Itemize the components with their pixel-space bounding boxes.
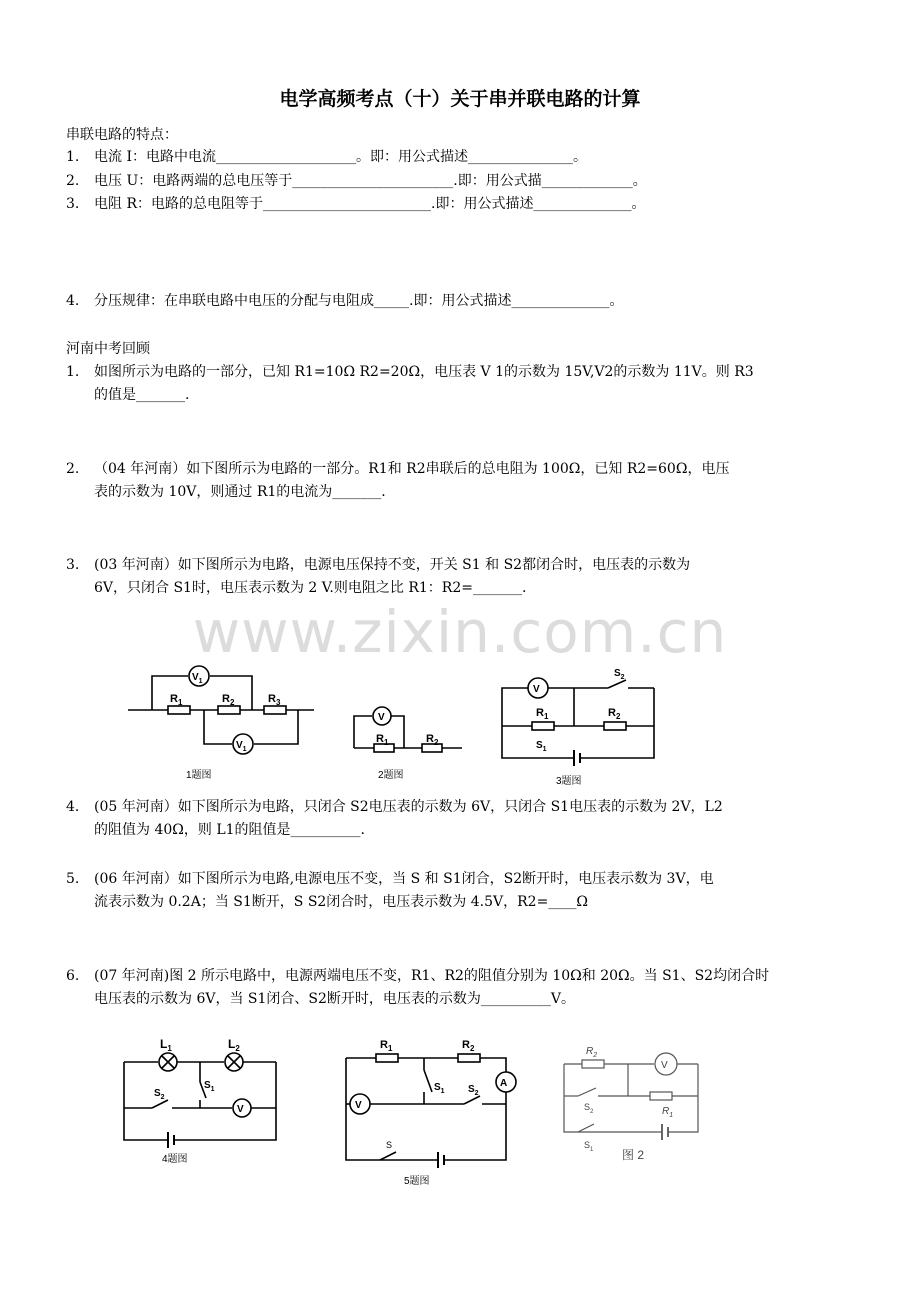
svg-text:R1: $R_1$ [662, 1106, 674, 1119]
question-4-number: 4. [66, 799, 80, 815]
question-1-line-1: 如图所示为电路的一部分，已知 R1=10Ω R2=20Ω，电压表 V 1的示数为 15V,V2的示数为 11V。则 R3 [94, 364, 754, 380]
figure-5-caption: 5题图 [404, 1176, 430, 1187]
feature-2-number: 2. [66, 173, 80, 189]
question-1-number: 1. [66, 364, 80, 380]
svg-text:V: V [237, 1104, 244, 1115]
question-5-number: 5. [66, 871, 80, 887]
question-3-number: 3. [66, 557, 80, 573]
feature-1-number: 1. [66, 149, 80, 165]
figure-2-circuit [346, 704, 466, 764]
svg-text:V1: $V_1$ [192, 672, 203, 685]
svg-text:L1: $L_1$ [160, 1037, 172, 1053]
svg-text:S1: $S_1$ [584, 1140, 594, 1153]
svg-text:R2: $R_2$ [608, 707, 621, 721]
figure-1-caption: 1题图 [186, 770, 212, 781]
question-6-number: 6. [66, 968, 80, 984]
question-5 [0, 868, 920, 914]
series-heading: 串联电路的特点： [66, 127, 178, 143]
question-6-line-2: 电压表的示数为 6V，当 S1闭合、S2断开时，电压表的示数为__________V。 [94, 991, 576, 1007]
svg-text:R1: $R_1$ [170, 693, 183, 707]
svg-text:S2: $S_2$ [154, 1088, 165, 1101]
feature-1-text: 电流 I：电路中电流____________________。即：用公式描述_______________。 [94, 149, 587, 165]
svg-text:R3: $R_3$ [268, 693, 281, 707]
svg-text:R2: $R_2$ [586, 1046, 598, 1059]
svg-text:S1: $S_1$ [434, 1082, 445, 1095]
svg-text:S2: $S_2$ [584, 1102, 594, 1115]
question-4-line-1: (05 年河南）如下图所示为电路，只闭合 S2电压表的示数为 6V，只闭合 S1电压表的示数为 2V，L2 [94, 799, 723, 815]
svg-text:R2: $R_2$ [222, 693, 235, 707]
question-6 [0, 965, 920, 1011]
question-2-line-1: （04 年河南）如下图所示为电路的一部分。R1和 R2串联后的总电阻为 100Ω，已知 R2=60Ω，电压 [94, 461, 730, 477]
question-3 [0, 554, 920, 600]
feature-4-text: 分压规律：在串联电路中电压的分配与电阻成_____.即：用公式描述______________。 [94, 293, 624, 309]
figure-3-circuit [496, 664, 662, 764]
figure-2-caption: 2题图 [378, 770, 404, 781]
watermark: www.zixin.com.cn [192, 598, 728, 666]
svg-text:V: V [355, 1100, 362, 1111]
svg-text:S1: $S_1$ [204, 1080, 215, 1093]
feature-3 [0, 193, 920, 215]
figure-5-circuit [340, 1036, 522, 1166]
figure-6-caption: 图 2 [622, 1148, 645, 1162]
figure-6-circuit [558, 1040, 708, 1152]
svg-text:V1: $V_1$ [236, 740, 247, 753]
svg-text:R1: $R_1$ [380, 1039, 393, 1053]
figure-3-caption: 3题图 [556, 776, 582, 787]
question-2-line-2: 表的示数为 10V，则通过 R1的电流为_______. [94, 484, 386, 500]
question-1-line-2: 的值是_______. [94, 387, 190, 403]
figure-4-circuit [116, 1036, 286, 1148]
question-3-line-2: 6V，只闭合 S1时，电压表示数为 2 V.则电阻之比 R1：R2=_______. [94, 580, 527, 596]
question-2-number: 2. [66, 461, 80, 477]
svg-text:V: V [533, 684, 540, 695]
svg-text:S: S [386, 1140, 393, 1150]
review-heading: 河南中考回顾 [66, 341, 150, 357]
svg-text:V: V [378, 712, 385, 723]
feature-3-text: 电阻 R：电路的总电阻等于________________________.即：用公式描述______________。 [94, 196, 646, 212]
svg-text:S1: $S_1$ [536, 740, 547, 753]
question-2 [0, 458, 920, 504]
svg-text:S2: $S_2$ [614, 668, 625, 681]
svg-text:A: A [500, 1078, 508, 1089]
svg-text:R2: $R_2$ [426, 733, 439, 747]
svg-text:R2: $R_2$ [462, 1039, 475, 1053]
feature-1 [0, 146, 920, 168]
feature-2-text: 电压 U：电路两端的总电压等于_______________________.即：用公式描_____________。 [94, 173, 647, 189]
svg-text:R1: $R_1$ [376, 733, 389, 747]
question-4 [0, 796, 920, 842]
page-title: 电学高频考点（十）关于串并联电路的计算 [279, 88, 641, 110]
question-4-line-2: 的阻值为 40Ω，则 L1的阻值是__________. [94, 822, 365, 838]
question-6-line-1: (07 年河南)图 2 所示电路中，电源两端电压不变，R1、R2的阻值分别为 10Ω和 20Ω。当 S1、S2均闭合时 [94, 968, 770, 984]
svg-text:S2: $S_2$ [468, 1084, 479, 1097]
svg-text:L2: $L_2$ [228, 1037, 240, 1053]
question-5-line-1: (06 年河南）如下图所示为电路,电源电压不变，当 S 和 S1闭合，S2断开时，电压表示数为 3V，电 [94, 871, 714, 887]
question-5-line-2: 流表示数为 0.2A；当 S1断开，S S2闭合时，电压表示数为 4.5V，R2=____Ω [94, 894, 588, 910]
figure-1-circuit [128, 660, 318, 780]
svg-text:V: V [661, 1060, 668, 1071]
figure-4-caption: 4题图 [162, 1154, 188, 1165]
feature-3-number: 3. [66, 196, 80, 212]
feature-2 [0, 170, 920, 192]
question-1 [0, 361, 920, 407]
svg-text:R1: $R_1$ [536, 707, 549, 721]
feature-4 [0, 290, 920, 312]
feature-4-number: 4. [66, 293, 80, 309]
question-3-line-1: (03 年河南）如下图所示为电路，电源电压保持不变，开关 S1 和 S2都闭合时，电压表的示数为 [94, 557, 691, 573]
